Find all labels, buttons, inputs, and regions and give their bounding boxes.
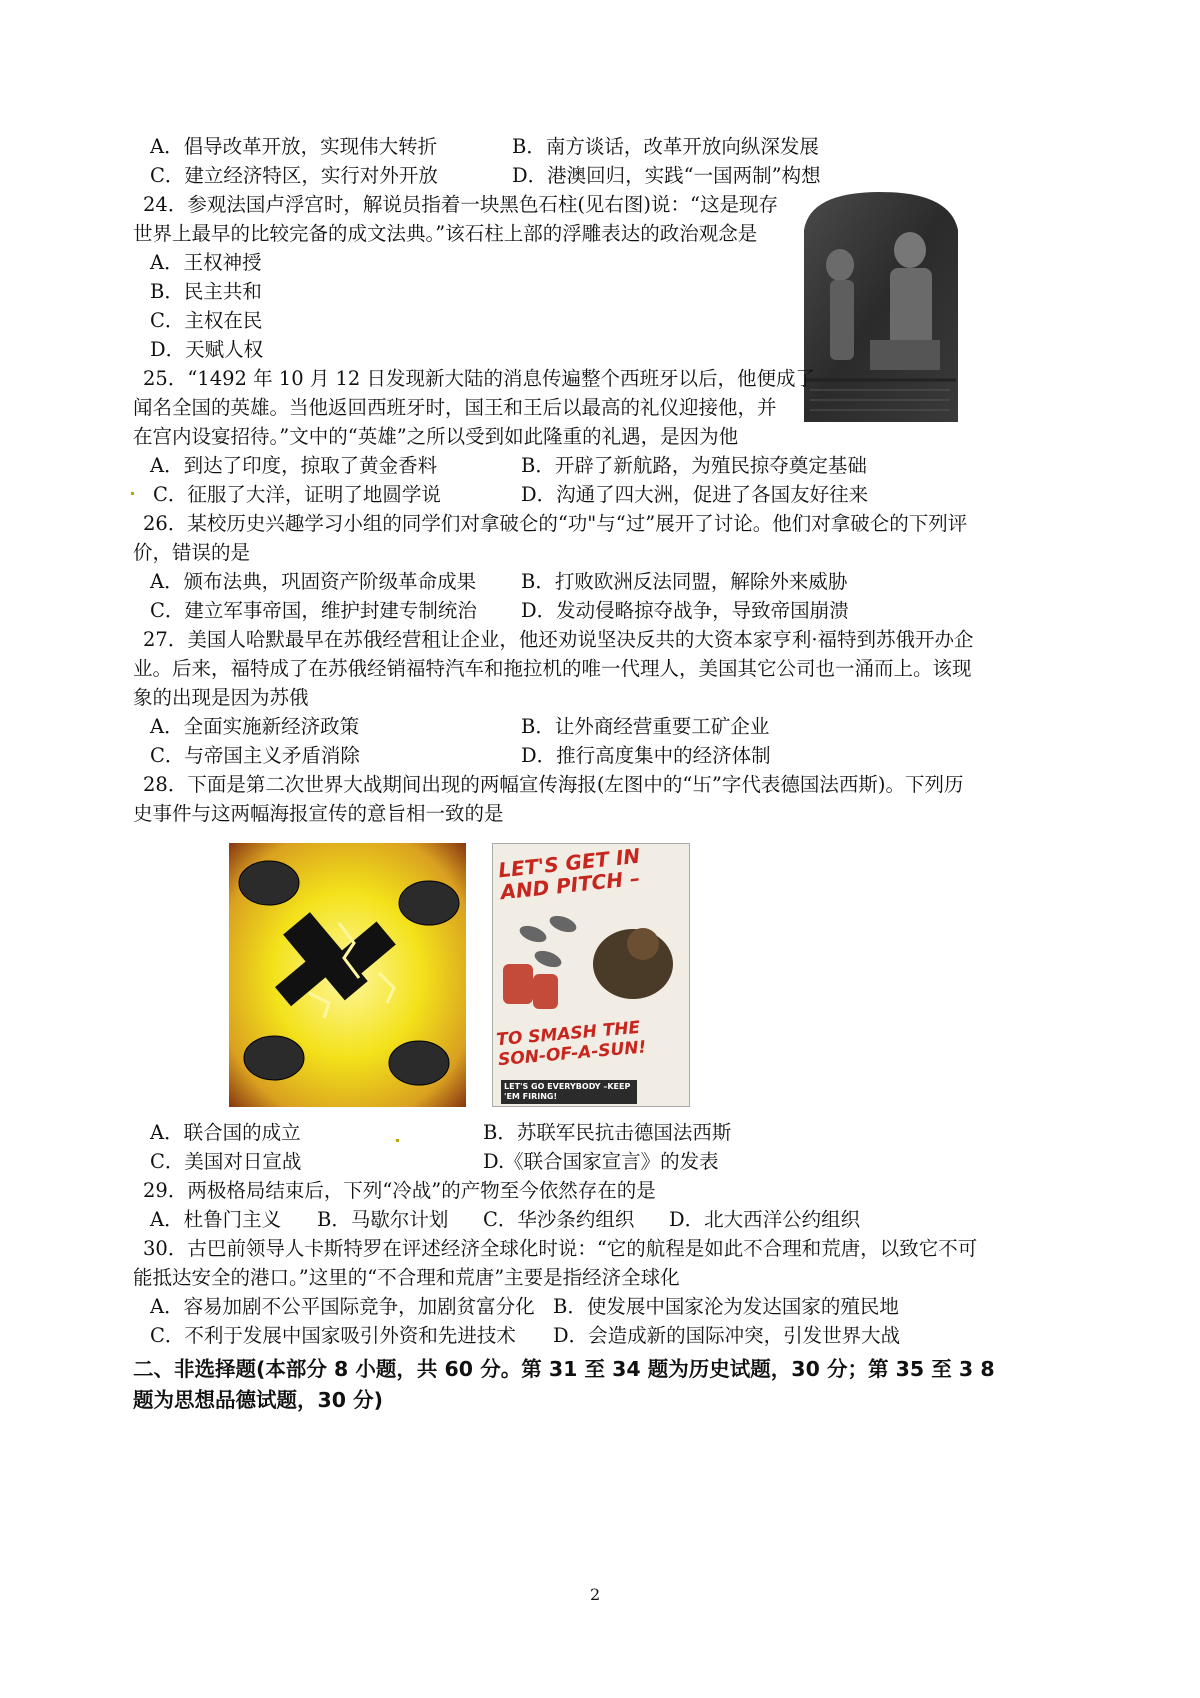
q24-option-d: D．天赋人权 (150, 338, 264, 361)
page-number: 2 (590, 1585, 601, 1604)
q29-option-d: D．北大西洋公约组织 (669, 1208, 861, 1231)
q23-option-c: C．建立经济特区，实行对外开放 (150, 164, 438, 187)
q30-option-a: A．容易加剧不公平国际竞争，加剧贫富分化 (150, 1295, 535, 1318)
q29-option-c: C．华沙条约组织 (483, 1208, 635, 1231)
q26-option-b: B．打败欧洲反法同盟，解除外来威胁 (521, 570, 848, 593)
q26-option-d: D．发动侵略掠夺战争，导致帝国崩溃 (521, 599, 849, 622)
q27-option-d: D．推行高度集中的经济体制 (521, 744, 771, 767)
q27-option-a: A．全面实施新经济政策 (150, 715, 360, 738)
q24-stem-line2: 世界上最早的比较完备的成文法典。”该石柱上部的浮雕表达的政治观念是 (133, 222, 758, 245)
q25-option-d: D．沟通了四大洲，促进了各国友好往来 (521, 483, 869, 506)
q26-option-a: A．颁布法典，巩固资产阶级革命成果 (150, 570, 477, 593)
q24-stem-line1: 24．参观法国卢浮宫时，解说员指着一块黑色石柱(见右图)说：“这是现存 (143, 193, 778, 216)
q29-option-b: B．马歇尔计划 (317, 1208, 449, 1231)
q26-stem-line2: 价，错误的是 (133, 541, 251, 564)
q24-option-b: B．民主共和 (150, 280, 262, 303)
q29-option-a: A．杜鲁门主义 (150, 1208, 282, 1231)
q24-option-c: C．主权在民 (150, 309, 263, 332)
hammurabi-stele-image (800, 190, 961, 422)
q27-stem-line2: 业。后来，福特成了在苏俄经销福特汽车和拖拉机的唯一代理人，美国其它公司也一涌而上。该现 (133, 657, 972, 680)
q25-stem-line2: 闻名全国的英雄。当他返回西班牙时，国王和王后以最高的礼仪迎接他，并 (133, 396, 777, 419)
section2-heading-line2: 题为思想品德试题，30 分) (133, 1388, 384, 1412)
q23-option-b: B．南方谈话，改革开放向纵深发展 (512, 135, 819, 158)
q23-option-d: D．港澳回归，实践“一国两制”构想 (512, 164, 821, 187)
q29-stem: 29．两极格局结束后，下列“冷战”的产物至今依然存在的是 (143, 1179, 656, 1202)
q30-option-d: D．会造成新的国际冲突，引发世界大战 (553, 1324, 901, 1347)
q23-option-a: A．倡导改革开放，实现伟大转折 (150, 135, 438, 158)
q28-option-a: A．联合国的成立 (150, 1121, 301, 1144)
q27-option-c: C．与帝国主义矛盾消除 (150, 744, 360, 767)
q26-stem-line1: 26．某校历史兴趣学习小组的同学们对拿破仑的“功"与“过”展开了讨论。他们对拿破仑的下列评 (143, 512, 968, 535)
q28-stem-line1: 28．下面是第二次世界大战期间出现的两幅宣传海报(左图中的“卐”字代表德国法西斯)。下列历 (143, 773, 964, 796)
q25-option-c: C．征服了大洋，证明了地圆学说 (153, 483, 441, 506)
stray-mark (396, 1139, 399, 1142)
q25-stem-line1: 25．“1492 年 10 月 12 日发现新大陆的消息传遍整个西班牙以后，他便成了 (143, 367, 816, 390)
section2-heading-line1: 二、非选择题(本部分 8 小题，共 60 分。第 31 至 34 题为历史试题，30 分；第 35 至 3 8 (133, 1357, 995, 1381)
q27-option-b: B．让外商经营重要工矿企业 (521, 715, 770, 738)
q28-option-c: C．美国对日宣战 (150, 1150, 302, 1173)
q26-option-c: C．建立军事帝国，维护封建专制统治 (150, 599, 477, 622)
q30-stem-line2: 能抵达安全的港口。”这里的“不合理和荒唐”主要是指经济全球化 (133, 1266, 680, 1289)
poster-slogan: TO SMASH THE SON-OF-A-SUN! (495, 1017, 648, 1071)
q27-stem-line3: 象的出现是因为苏俄 (133, 686, 309, 709)
q28-option-b: B．苏联军民抗击德国法西斯 (483, 1121, 732, 1144)
q25-option-b: B．开辟了新航路，为殖民掠夺奠定基础 (521, 454, 867, 477)
q24-option-a: A．王权神授 (150, 251, 262, 274)
q28-option-d: D.《联合国家宣言》的发表 (483, 1150, 719, 1173)
anti-nazi-poster-image (229, 843, 466, 1107)
q30-option-c: C．不利于发展中国家吸引外资和先进技术 (150, 1324, 516, 1347)
q30-stem-line1: 30．古巴前领导人卡斯特罗在评述经济全球化时说：“它的航程是如此不合理和荒唐，以致它不可 (143, 1237, 978, 1260)
q30-option-b: B．使发展中国家沦为发达国家的殖民地 (553, 1295, 899, 1318)
q28-stem-line2: 史事件与这两幅海报宣传的意旨相一致的是 (133, 802, 504, 825)
q25-stem-line3: 在宫内设宴招待。”文中的“英雄”之所以受到如此隆重的礼遇，是因为他 (133, 425, 739, 448)
poster-footer: LET'S GO EVERYBODY –KEEP 'EM FIRING! (501, 1080, 637, 1104)
q27-stem-line1: 27．美国人哈默最早在苏俄经营租让企业，他还劝说坚决反共的大资本家亨利·福特到苏俄开办企 (143, 628, 974, 651)
q25-option-a: A．到达了印度，掠取了黄金香料 (150, 454, 438, 477)
lets-get-in-poster-image (492, 843, 690, 1107)
stray-mark (131, 492, 134, 495)
poster-headline: LET'S GET IN AND PITCH – (497, 843, 642, 905)
